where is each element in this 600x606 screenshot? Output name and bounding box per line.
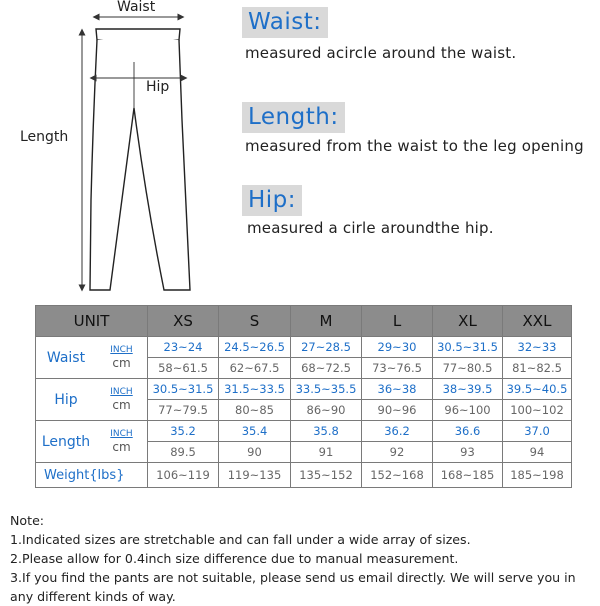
table-cell: 152~168: [362, 463, 433, 488]
table-cell: 37.0: [503, 421, 572, 442]
table-cell: 35.4: [219, 421, 291, 442]
note-item: 1.Indicated sizes are stretchable and can fall under a wide array of sizes.: [10, 532, 471, 547]
table-cell: 77~80.5: [433, 358, 503, 379]
unit-cm-label: cm: [112, 440, 131, 454]
table-cell: 39.5~40.5: [503, 379, 572, 400]
table-cell: 35.8: [291, 421, 362, 442]
table-cell: 35.2: [148, 421, 219, 442]
table-cell: 30.5~31.5: [433, 337, 503, 358]
waist-definition-text: measured acircle around the waist.: [245, 44, 517, 62]
table-cell: 31.5~33.5: [219, 379, 291, 400]
table-cell: 68~72.5: [291, 358, 362, 379]
waist-diagram-label: Waist: [117, 0, 156, 15]
table-cell: 91: [291, 442, 362, 463]
measure-name: Hip: [54, 391, 78, 408]
table-cell: 36~38: [362, 379, 433, 400]
header-size-l: L: [362, 306, 433, 337]
table-cell: 90: [219, 442, 291, 463]
pants-diagram: [0, 0, 240, 300]
table-cell: 38~39.5: [433, 379, 503, 400]
unit-inch-label: INCH: [110, 345, 133, 355]
header-size-xs: XS: [148, 306, 219, 337]
table-cell: 30.5~31.5: [148, 379, 219, 400]
table-cell: 36.2: [362, 421, 433, 442]
measure-name: Length: [41, 433, 91, 450]
notes-heading: Note:: [10, 513, 45, 528]
length-definition-title: Length:: [242, 102, 345, 133]
header-size-xl: XL: [433, 306, 503, 337]
header-size-m: M: [291, 306, 362, 337]
unit-inch-label: INCH: [110, 429, 133, 439]
header-unit: UNIT: [36, 306, 148, 337]
length-diagram-label: Length: [20, 129, 69, 145]
table-header-row: [36, 306, 572, 337]
notes-section: [10, 511, 595, 606]
unit-cm-label: cm: [112, 356, 131, 370]
table-cell: 27~28.5: [291, 337, 362, 358]
table-cell: 100~102: [503, 400, 572, 421]
table-row-waist-inch: [36, 337, 572, 358]
table-cell: 86~90: [291, 400, 362, 421]
hip-diagram-label: Hip: [146, 79, 170, 95]
unit-cm-label: cm: [112, 398, 131, 412]
table-row-weight: [36, 463, 572, 488]
row-label-hip: [36, 379, 148, 421]
row-label-waist: [36, 337, 148, 379]
table-cell: 33.5~35.5: [291, 379, 362, 400]
table-cell: 36.6: [433, 421, 503, 442]
row-label-weight: Weight{lbs}: [36, 463, 148, 488]
table-cell: 29~30: [362, 337, 433, 358]
table-cell: 94: [503, 442, 572, 463]
table-row-length-inch: [36, 421, 572, 442]
note-item: 3.If you find the pants are not suitable, please send us email directly. We will serve you in any different kinds of way.: [10, 570, 576, 604]
hip-definition-text: measured a cirle aroundthe hip.: [247, 219, 494, 237]
note-item: 2.Please allow for 0.4inch size difference due to manual measurement.: [10, 551, 459, 566]
table-cell: 32~33: [503, 337, 572, 358]
table-cell: 89.5: [148, 442, 219, 463]
pants-illustration: [0, 0, 240, 300]
header-size-xxl: XXL: [503, 306, 572, 337]
unit-inch-label: INCH: [110, 387, 133, 397]
size-chart-table: [35, 305, 572, 488]
table-cell: 23~24: [148, 337, 219, 358]
table-cell: 119~135: [219, 463, 291, 488]
length-definition-text: measured from the waist to the leg opening: [245, 137, 584, 155]
table-cell: 93: [433, 442, 503, 463]
table-cell: 62~67.5: [219, 358, 291, 379]
table-cell: 96~100: [433, 400, 503, 421]
table-cell: 81~82.5: [503, 358, 572, 379]
table-cell: 168~185: [433, 463, 503, 488]
table-cell: 185~198: [503, 463, 572, 488]
table-cell: 92: [362, 442, 433, 463]
row-label-length: [36, 421, 148, 463]
table-row-hip-inch: [36, 379, 572, 400]
table-cell: 24.5~26.5: [219, 337, 291, 358]
table-cell: 106~119: [148, 463, 219, 488]
header-size-s: S: [219, 306, 291, 337]
table-cell: 135~152: [291, 463, 362, 488]
table-cell: 73~76.5: [362, 358, 433, 379]
table-cell: 77~79.5: [148, 400, 219, 421]
measure-name: Waist: [46, 349, 86, 366]
table-cell: 90~96: [362, 400, 433, 421]
table-cell: 80~85: [219, 400, 291, 421]
table-cell: 58~61.5: [148, 358, 219, 379]
waist-definition-title: Waist:: [242, 7, 328, 38]
hip-definition-title: Hip:: [242, 185, 302, 216]
